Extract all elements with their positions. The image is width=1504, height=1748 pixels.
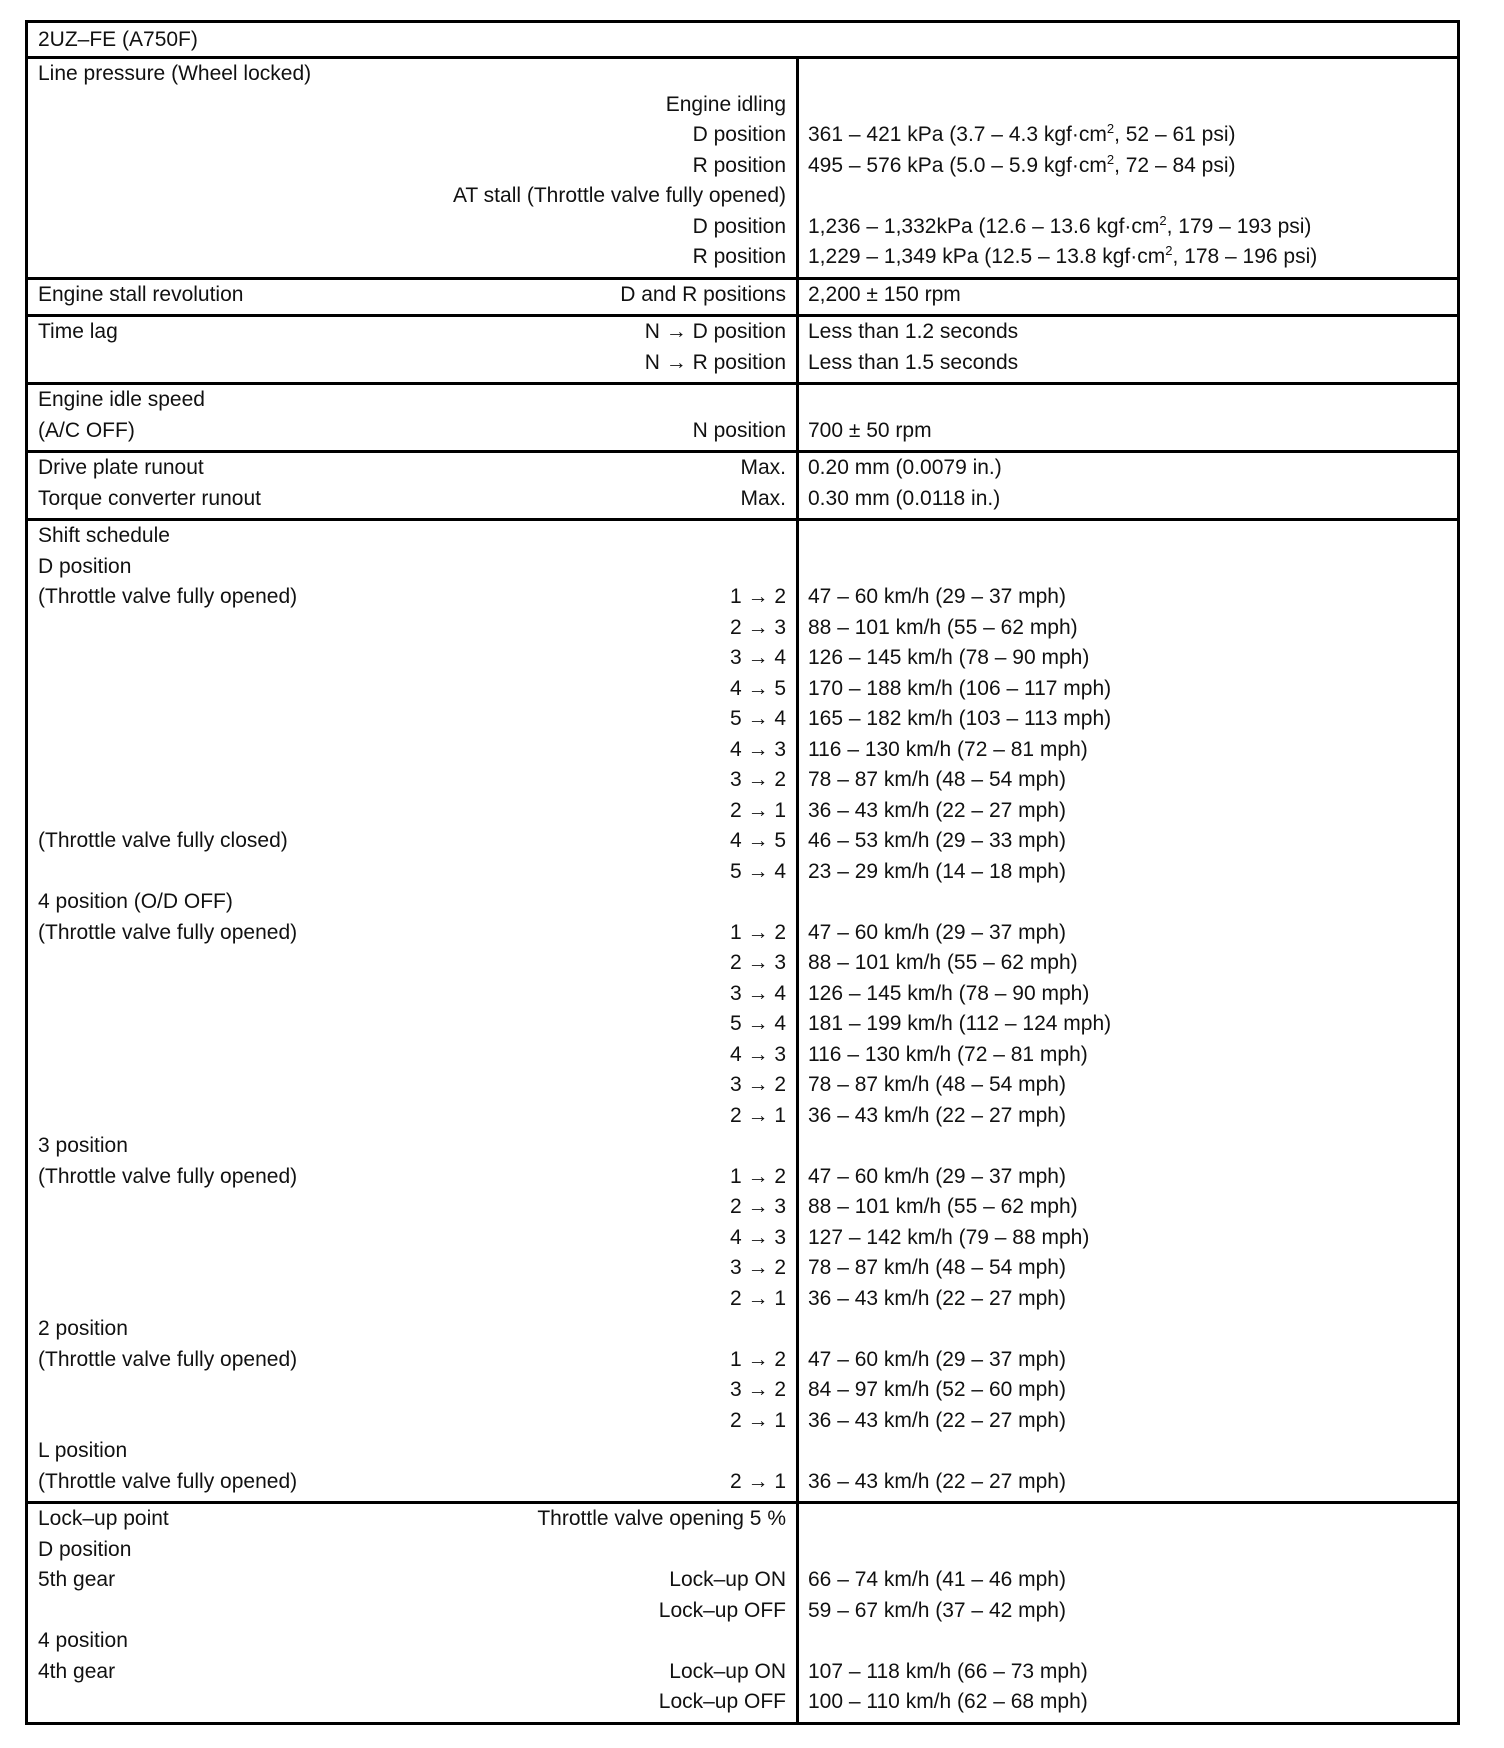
row-condition: N → D position [644, 320, 786, 343]
spec-row-left [28, 521, 796, 552]
spec-row-left [28, 1284, 796, 1315]
row-label: Lock–up point [38, 1507, 169, 1530]
row-condition: 2 → 1 [729, 1103, 786, 1127]
row-condition: Engine idling [665, 92, 786, 116]
row-value: 78 – 87 km/h (48 – 54 mph) [808, 1256, 1066, 1279]
row-value: 170 – 188 km/h (106 – 117 mph) [808, 676, 1112, 700]
row-condition: 2 → 3 [729, 615, 786, 639]
row-condition: 4 → 5 [729, 676, 786, 700]
row-condition: N → R position [644, 350, 786, 374]
spec-row-left [28, 1314, 796, 1345]
spec-row-left [28, 90, 796, 121]
row-value: Less than 1.2 seconds [808, 320, 1019, 343]
spec-row-left [28, 416, 796, 447]
row-value: 1,236 – 1,332kPa (12.6 – 13.6 $kgf\cdot cm^2$, 179 – 193 psi) [808, 212, 1312, 238]
spec-row-left [28, 1535, 796, 1566]
row-value: 1,229 – 1,349 kPa (12.5 – 13.8 $kgf\cdot cm^2$, 178 – 196 psi) [808, 243, 1318, 268]
row-label: 4 position (O/D OFF) [38, 890, 233, 913]
spec-row-left [28, 735, 796, 766]
spec-row-left [28, 1131, 796, 1162]
spec-row-left [28, 887, 796, 918]
row-condition: Max. [740, 456, 786, 479]
row-condition: 3 → 4 [729, 981, 786, 1005]
row-value: 0.30 mm (0.0118 in.) [808, 486, 1001, 510]
row-condition: 4 → 3 [729, 1042, 786, 1066]
spec-row-left [28, 979, 796, 1010]
spec-row-left [28, 948, 796, 979]
row-label: Drive plate runout [38, 456, 204, 479]
spec-row-left [28, 120, 796, 151]
row-label: Shift schedule [38, 524, 170, 547]
spec-row-left [28, 857, 796, 888]
row-value: 2,200 ± 150 rpm [808, 282, 961, 306]
row-condition: Lock–up OFF [658, 1690, 786, 1713]
lock-up-point-label-cell [27, 1503, 798, 1724]
row-condition: 5 → 4 [729, 1012, 786, 1035]
line-pressure-value-cell [798, 58, 1459, 279]
lock-up-point-value-cell [798, 1503, 1459, 1724]
spec-row-left [28, 643, 796, 674]
row-value: 700 ± 50 rpm [808, 418, 932, 442]
row-value [799, 1504, 1457, 1535]
engine-idle-speed-value-cell [798, 384, 1459, 452]
row-value: 165 – 182 km/h (103 – 113 mph) [808, 707, 1112, 730]
row-value: 36 – 43 km/h (22 – 27 mph) [808, 1408, 1066, 1432]
row-value [799, 181, 1457, 212]
row-value: 116 – 130 km/h (72 – 81 mph) [808, 737, 1088, 761]
spec-row-left [28, 1375, 796, 1406]
runout-label-cell [27, 452, 798, 520]
spec-row-left [28, 151, 796, 182]
row-value: Less than 1.5 seconds [808, 350, 1019, 374]
spec-row-left [28, 613, 796, 644]
row-condition: D position [692, 214, 786, 238]
row-condition: 4 → 3 [729, 1225, 786, 1249]
row-label: Engine stall revolution [38, 282, 244, 306]
row-condition: 1 → 2 [729, 1164, 786, 1188]
section-shift-schedule [27, 520, 1459, 1503]
spec-row-left [28, 704, 796, 735]
row-value: 100 – 110 km/h (62 – 68 mph) [808, 1690, 1088, 1713]
spec-row-left [28, 1101, 796, 1132]
row-value: 46 – 53 km/h (29 – 33 mph) [808, 829, 1066, 852]
row-label: Engine idle speed [38, 388, 205, 411]
engine-stall-revolution-label-cell [27, 278, 798, 316]
line-pressure-label-cell [27, 58, 798, 279]
row-condition: 2 → 3 [729, 1195, 786, 1218]
row-condition: 5 → 4 [729, 859, 786, 883]
row-label: Torque converter runout [38, 486, 261, 510]
row-condition: 2 → 1 [729, 1408, 786, 1432]
row-value: 47 – 60 km/h (29 – 37 mph) [808, 920, 1066, 944]
row-condition: 1 → 2 [729, 585, 786, 608]
spec-row-left [28, 826, 796, 857]
row-condition: 4 → 5 [729, 829, 786, 852]
row-value [799, 1535, 1457, 1566]
row-value: 47 – 60 km/h (29 – 37 mph) [808, 585, 1066, 608]
row-value: 66 – 74 km/h (41 – 46 mph) [808, 1568, 1066, 1591]
row-label: 4 position [38, 1629, 128, 1652]
spec-body [27, 22, 1459, 1724]
spec-row-left [28, 1687, 796, 1718]
row-value: 126 – 145 km/h (78 – 90 mph) [808, 981, 1090, 1005]
spec-row-left [28, 453, 796, 484]
row-value: 127 – 142 km/h (79 – 88 mph) [808, 1225, 1090, 1249]
spec-row-left [28, 1070, 796, 1101]
row-condition: 2 → 3 [729, 951, 786, 974]
spec-row-left [28, 1504, 796, 1535]
section-engine-stall-revolution [27, 278, 1459, 316]
row-condition: D position [692, 123, 786, 146]
spec-row-left [28, 1040, 796, 1071]
shift-schedule-label-cell [27, 520, 798, 1503]
spec-row-left [28, 582, 796, 613]
row-value: 47 – 60 km/h (29 – 37 mph) [808, 1164, 1066, 1188]
row-condition: N position [692, 418, 786, 442]
section-engine-idle-speed [27, 384, 1459, 452]
row-label: 3 position [38, 1134, 128, 1157]
section-lock-up-point [27, 1503, 1459, 1724]
spec-table [25, 20, 1460, 1725]
row-label: (Throttle valve fully opened) [38, 585, 298, 608]
spec-row-left [28, 1626, 796, 1657]
spec-row-left [28, 317, 796, 348]
row-value: 23 – 29 km/h (14 – 18 mph) [808, 859, 1066, 883]
row-condition: Lock–up ON [669, 1568, 786, 1591]
row-condition: Lock–up ON [669, 1659, 786, 1683]
row-condition: 1 → 2 [729, 920, 786, 944]
row-value [799, 1314, 1457, 1345]
shift-schedule-value-cell [798, 520, 1459, 1503]
row-value: 36 – 43 km/h (22 – 27 mph) [808, 1103, 1066, 1127]
spec-row-left [28, 59, 796, 90]
header-row [27, 22, 1459, 58]
row-value [799, 385, 1457, 416]
row-label: 4th gear [38, 1659, 116, 1683]
row-condition: 5 → 4 [729, 707, 786, 730]
row-condition: Throttle valve opening 5 % [537, 1507, 786, 1530]
row-condition: 2 → 1 [729, 1469, 786, 1493]
row-condition: 3 → 2 [729, 1073, 786, 1096]
row-value [799, 1436, 1457, 1467]
spec-row-left [28, 1596, 796, 1627]
row-value: 88 – 101 km/h (55 – 62 mph) [808, 615, 1078, 639]
row-label: L position [38, 1439, 128, 1462]
spec-row-left [28, 796, 796, 827]
row-condition: 3 → 2 [729, 1256, 786, 1279]
row-label: (A/C OFF) [38, 418, 135, 442]
engine-stall-revolution-value-cell [798, 278, 1459, 316]
header-cell [27, 22, 1459, 58]
row-condition: 4 → 3 [729, 737, 786, 761]
spec-row-left [28, 765, 796, 796]
spec-row-left [28, 1467, 796, 1498]
spec-row-left [28, 1406, 796, 1437]
row-condition: AT stall (Throttle valve fully opened) [452, 184, 786, 207]
row-value: 84 – 97 km/h (52 – 60 mph) [808, 1378, 1066, 1401]
spec-row-left [28, 1436, 796, 1467]
row-value [799, 887, 1457, 918]
row-label: Line pressure (Wheel locked) [38, 62, 312, 85]
time-lag-label-cell [27, 316, 798, 384]
row-label: 5th gear [38, 1568, 116, 1591]
spec-row-left [28, 242, 796, 273]
row-label: (Throttle valve fully closed) [38, 829, 288, 852]
row-value [799, 1131, 1457, 1162]
row-value [799, 90, 1457, 121]
runout-value-cell [798, 452, 1459, 520]
row-value: 361 – 421 kPa (3.7 – 4.3 $kgf\cdot cm^2$, 52 – 61 psi) [808, 121, 1236, 146]
spec-row-left [28, 1009, 796, 1040]
spec-row-left [28, 1192, 796, 1223]
row-value: 36 – 43 km/h (22 – 27 mph) [808, 798, 1066, 822]
spec-row-left [28, 348, 796, 379]
spec-row-left [28, 280, 796, 311]
spec-row-left [28, 1565, 796, 1596]
row-condition: 2 → 1 [729, 798, 786, 822]
spec-row-left [28, 552, 796, 583]
row-condition: 2 → 1 [729, 1286, 786, 1310]
row-value [799, 521, 1457, 552]
spec-row-left [28, 484, 796, 515]
row-label: 2 position [38, 1317, 128, 1340]
row-condition: Max. [740, 486, 786, 510]
row-value: 36 – 43 km/h (22 – 27 mph) [808, 1469, 1066, 1493]
row-label: (Throttle valve fully opened) [38, 1347, 298, 1371]
row-condition: 3 → 4 [729, 646, 786, 669]
row-value: 107 – 118 km/h (66 – 73 mph) [808, 1659, 1088, 1683]
spec-row-left [28, 385, 796, 416]
row-label: D position [38, 1537, 132, 1561]
row-label: (Throttle valve fully opened) [38, 920, 298, 944]
engine-idle-speed-label-cell [27, 384, 798, 452]
spec-row-left [28, 212, 796, 243]
row-value: 88 – 101 km/h (55 – 62 mph) [808, 1195, 1078, 1218]
row-value: 78 – 87 km/h (48 – 54 mph) [808, 1073, 1066, 1096]
row-value: 126 – 145 km/h (78 – 90 mph) [808, 646, 1090, 669]
spec-row-left [28, 674, 796, 705]
row-value [799, 552, 1457, 583]
row-condition: R position [692, 153, 786, 177]
row-value: 0.20 mm (0.0079 in.) [808, 456, 1002, 479]
row-label: (Throttle valve fully opened) [38, 1164, 298, 1188]
spec-row-left [28, 1657, 796, 1688]
row-value: 88 – 101 km/h (55 – 62 mph) [808, 951, 1078, 974]
spec-row-left [28, 1223, 796, 1254]
row-value: 495 – 576 kPa (5.0 – 5.9 $kgf\cdot cm^2$, 72 – 84 psi) [808, 151, 1236, 177]
row-label: D position [38, 554, 132, 578]
spec-row-left [28, 1162, 796, 1193]
spec-row-left [28, 1253, 796, 1284]
spec-row-left [28, 181, 796, 212]
row-value: 59 – 67 km/h (37 – 42 mph) [808, 1598, 1066, 1622]
row-value: 181 – 199 km/h (112 – 124 mph) [808, 1012, 1112, 1035]
row-condition: D and R positions [620, 282, 786, 306]
row-value [799, 1626, 1457, 1657]
row-label: (Throttle valve fully opened) [38, 1469, 298, 1493]
row-value: 36 – 43 km/h (22 – 27 mph) [808, 1286, 1066, 1310]
section-runout [27, 452, 1459, 520]
section-time-lag [27, 316, 1459, 384]
row-condition: 3 → 2 [729, 768, 786, 791]
section-line-pressure [27, 58, 1459, 279]
time-lag-value-cell [798, 316, 1459, 384]
row-label: Time lag [38, 320, 118, 343]
spec-row-left [28, 918, 796, 949]
row-value [799, 59, 1457, 90]
row-condition: R position [692, 245, 786, 268]
row-condition: 3 → 2 [729, 1378, 786, 1401]
table-title: 2UZ–FE (A750F) [38, 28, 198, 51]
row-condition: Lock–up OFF [658, 1598, 786, 1622]
row-value: 47 – 60 km/h (29 – 37 mph) [808, 1347, 1066, 1371]
row-value: 116 – 130 km/h (72 – 81 mph) [808, 1042, 1088, 1066]
spec-row-left [28, 1345, 796, 1376]
row-condition: 1 → 2 [729, 1347, 786, 1371]
row-value: 78 – 87 km/h (48 – 54 mph) [808, 768, 1066, 791]
